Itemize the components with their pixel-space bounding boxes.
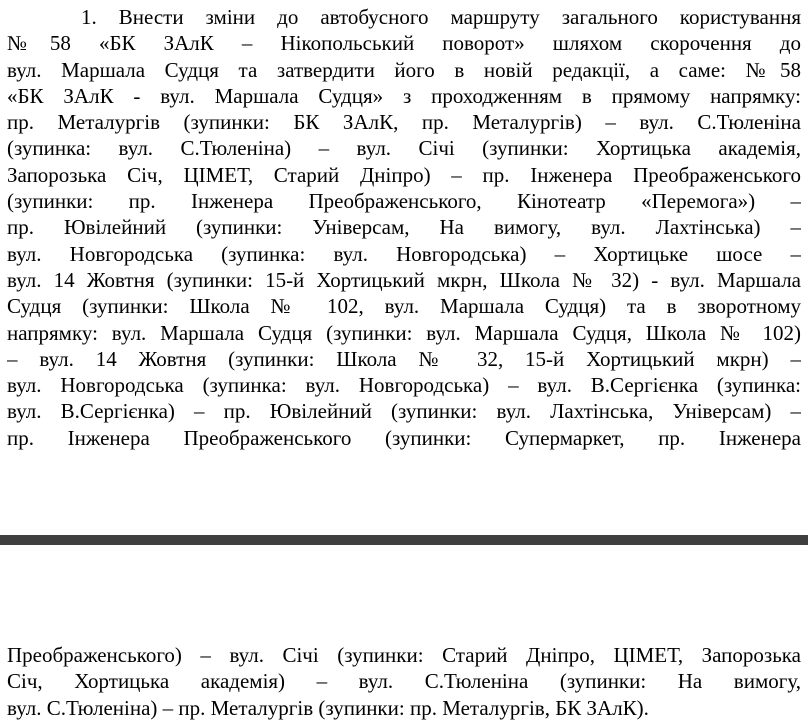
paragraph-line: (зупинки: пр. Інженера Преображенського, Кінотеатр «Перемога») – [7, 189, 801, 214]
paragraph-line: №58 «БК ЗАлК – Нікопольський поворот» шляхом скорочення до [7, 31, 801, 56]
paragraph-line: вул. Новгородська (зупинка: вул. Новгородська) – Хортицьке шосе – [7, 241, 801, 266]
paragraph-line: Судця (зупинки: Школа № 102, вул. Маршала Судця) та в зворотному [7, 294, 801, 319]
paragraph-line: «БК ЗАлК - вул. Маршала Судця» з проходженням в прямому напрямку: [7, 83, 801, 108]
paragraph-line: пр. Інженера Преображенського (зупинки: Супермаркет, пр. Інженера [7, 425, 801, 450]
paragraph-line: 1. Внести зміни до автобусного маршруту загального користування [81, 5, 801, 29]
decision-paragraph [7, 4, 801, 451]
paragraph-line: (зупинка: вул. С.Тюленіна) – вул. Січі (зупинки: Хортицька академія, [7, 136, 801, 161]
paragraph-line: Преображенського) – вул. Січі (зупинки: Старий Дніпро, ЦІМЕТ, Запорозька [7, 643, 801, 667]
decision-paragraph-continuation [7, 642, 801, 721]
paragraph-line: Січ, Хортицька академія) – вул. С.Тюленіна (зупинки: На вимогу, [7, 669, 801, 694]
paragraph-line: вул. 14 Жовтня (зупинки: 15-й Хортицький мкрн, Школа № 32) - вул. Маршала [7, 267, 801, 292]
paragraph-line: напрямку: вул. Маршала Судця (зупинки: вул. Маршала Судця, Школа № 102) [7, 320, 801, 345]
paragraph-line: вул. Маршала Судця та затвердити його в новій редакції, а саме: №58 [7, 57, 801, 82]
paragraph-line: Запорозька Січ, ЦІМЕТ, Старий Дніпро) – пр. Інженера Преображенського [7, 162, 801, 187]
paragraph-line: пр. Ювілейний (зупинки: Універсам, На вимогу, вул. Лахтінська) – [7, 215, 801, 240]
paragraph-line: пр. Металургів (зупинки: БК ЗАлК, пр. Металургів) – вул. С.Тюленіна [7, 110, 801, 135]
paragraph-line: вул. С.Тюленіна) – пр. Металургів (зупинки: пр. Металургів, БК ЗАлК). [7, 695, 649, 720]
page-break-divider [0, 535, 808, 545]
paragraph-line: – вул. 14 Жовтня (зупинки: Школа № 32, 15-й Хортицький мкрн) – [7, 346, 801, 371]
paragraph-line: вул. Новгородська (зупинка: вул. Новгородська) – вул. В.Сергієнка (зупинка: [7, 373, 801, 398]
paragraph-line: вул. В.Сергієнка) – пр. Ювілейний (зупинки: вул. Лахтінська, Універсам) – [7, 399, 801, 424]
